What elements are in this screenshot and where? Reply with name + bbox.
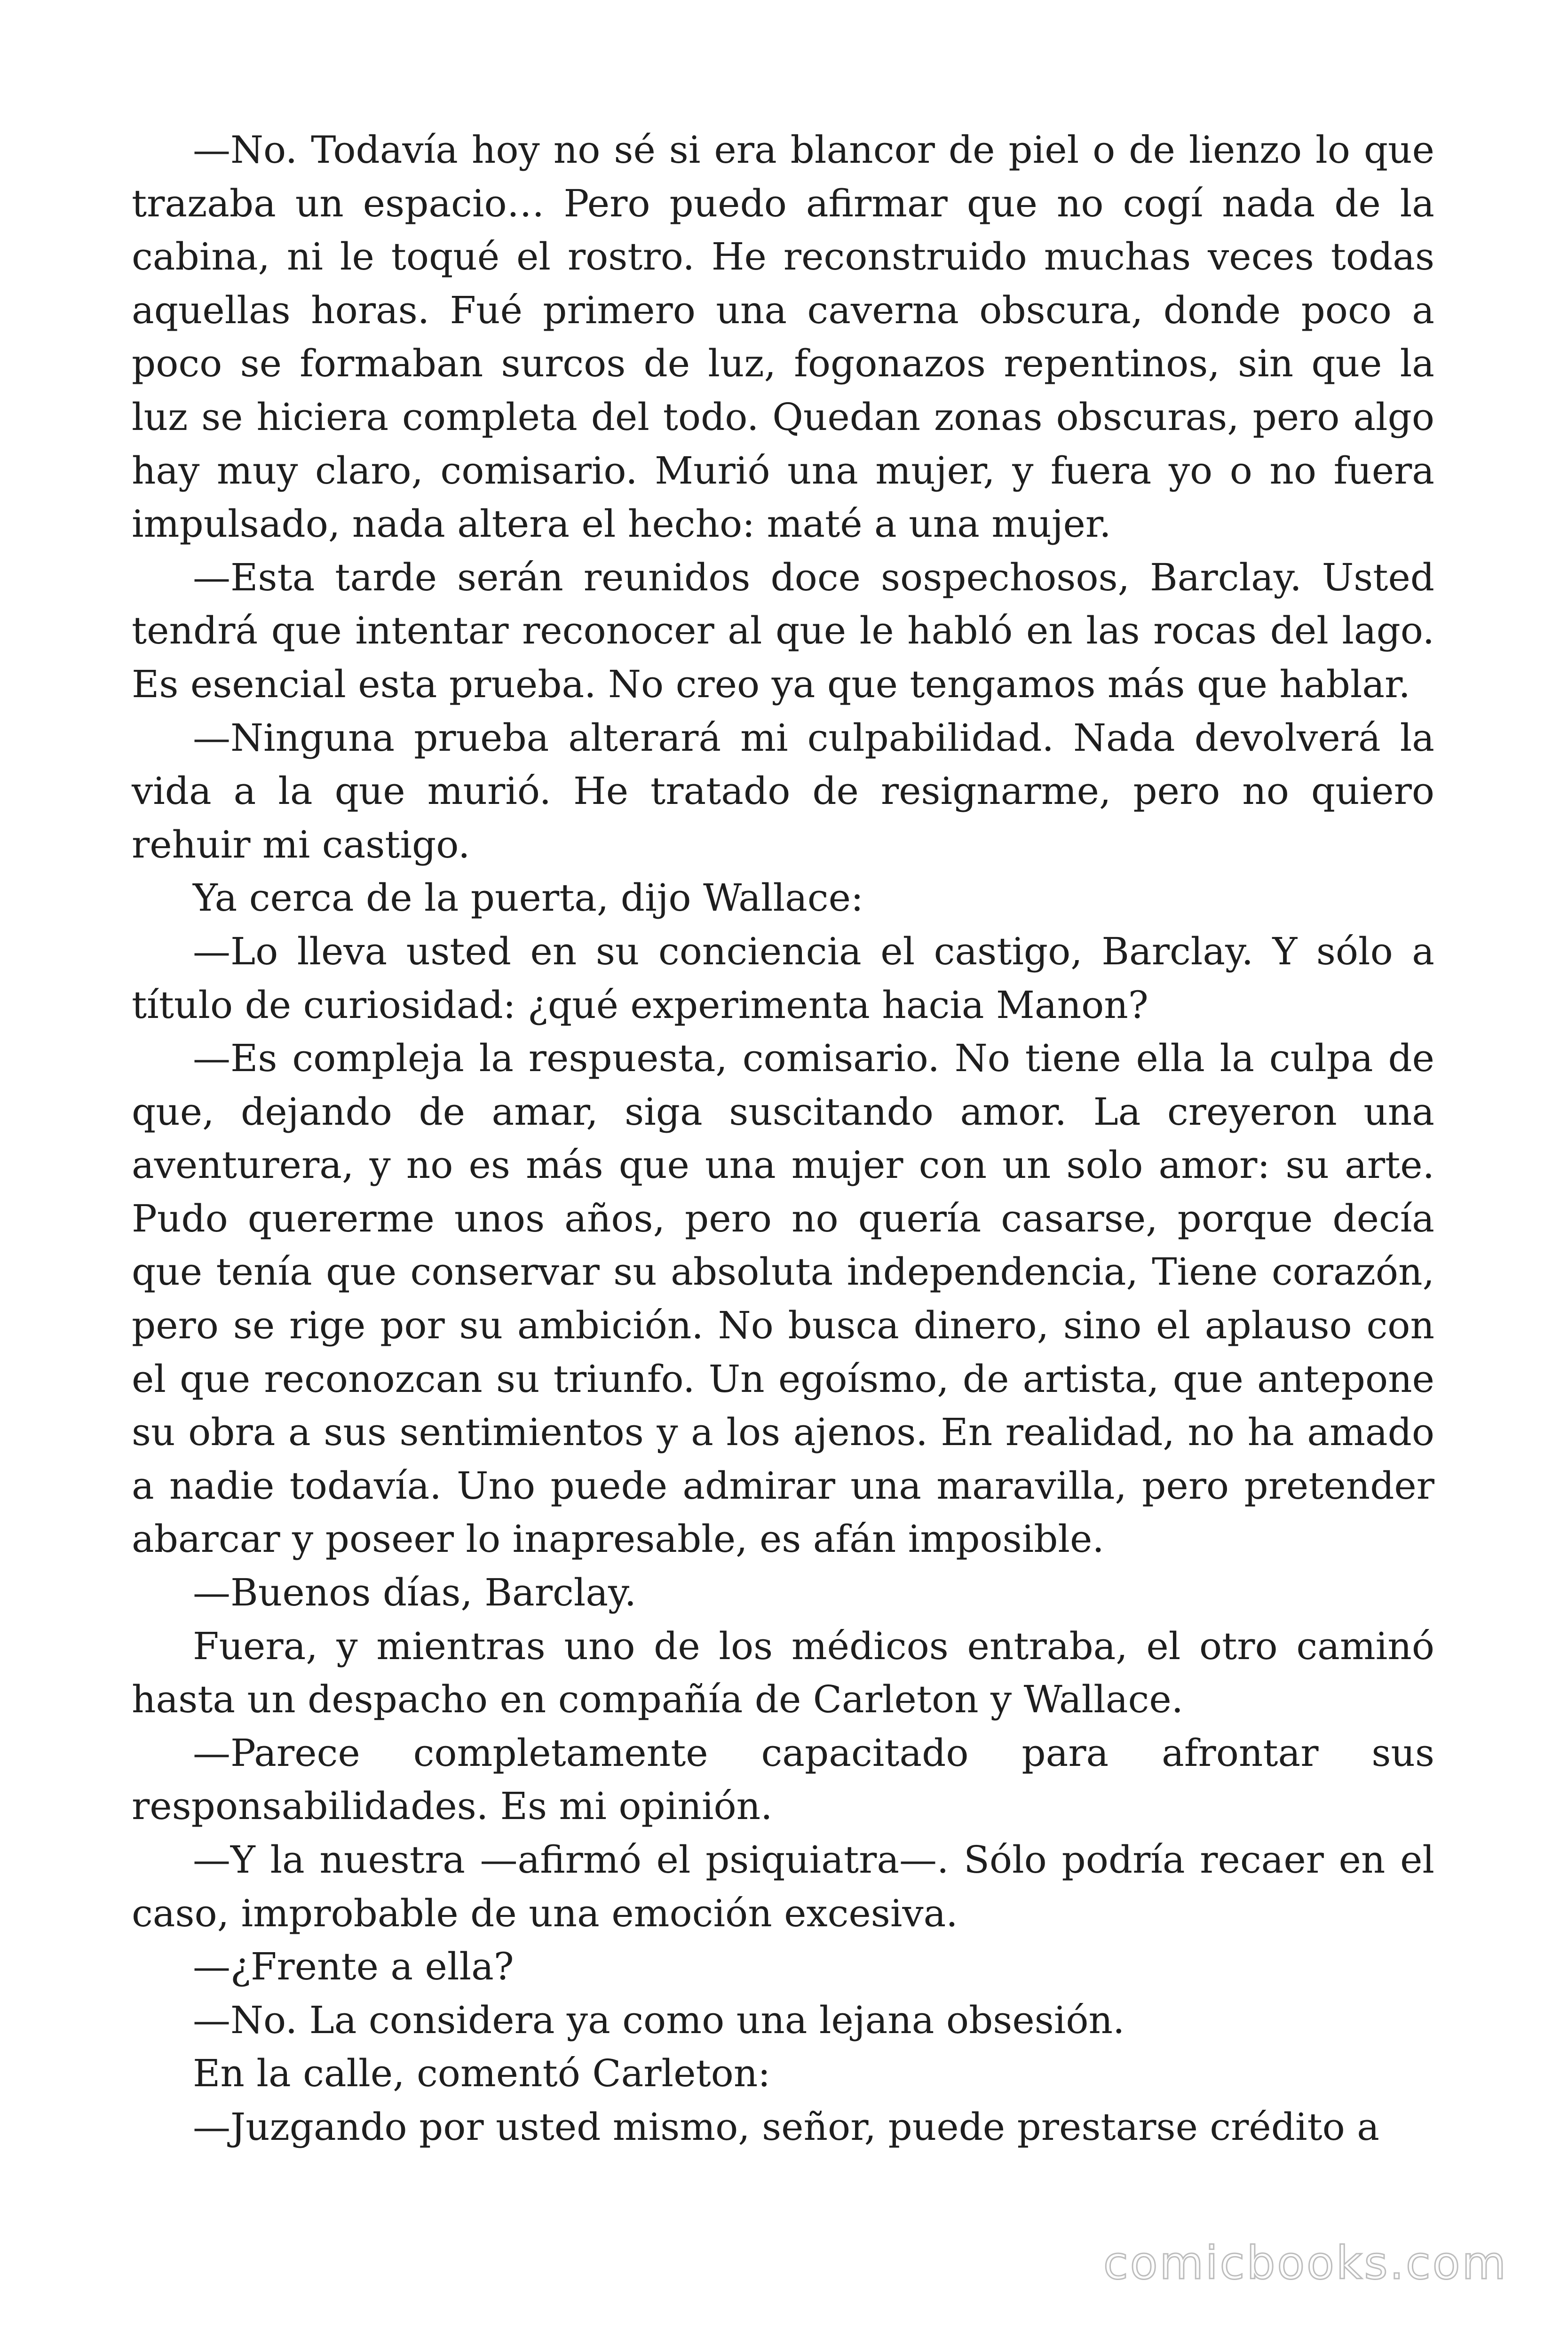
paragraph-4: Ya cerca de la puerta, dijo Wallace:	[193, 876, 863, 920]
paragraph-12: —No. La considera ya como una lejana obsesión.	[193, 1998, 1125, 2042]
paragraph-1: —No. Todavía hoy no sé si era blancor de piel o de lienzo lo que trazaba un espacio… Pero puedo afirmar que no cogí nada de la cabina, ni le toqué el rostro. He reconstruido muchas veces todas aquellas horas. Fué primero una caverna obscura, donde poco a poco se formaban surcos de luz, fogonazos repentinos, sin que la luz se hiciera completa del todo. Quedan zonas obscuras, pero algo hay muy claro, comisario. Murió una mujer, y fuera yo o no fuera impulsado, nada altera el hecho: maté a una mujer.	[132, 128, 1434, 546]
paragraph-9: —Parece completamente capacitado para afrontar sus responsabilidades. Es mi opinión.	[132, 1731, 1434, 1828]
paragraph-11: —¿Frente a ella?	[193, 1945, 514, 1989]
paragraph-3: —Ninguna prueba alterará mi culpabilidad. Nada devolverá la vida a la que murió. He tratado de resignarme, pero no quiero rehuir mi castigo.	[132, 715, 1434, 866]
paragraph-6: —Es compleja la respuesta, comisario. No tiene ella la culpa de que, dejando de amar, siga suscitando amor. La creyeron una aventurera, y no es más que una mujer con un solo amor: su arte. Pudo quererme unos años, pero no quería casarse, porque decía que tenía que conservar su absoluta independencia, Tiene corazón, pero se rige por su ambición. No busca dinero, sino el aplauso con el que reconozcan su triunfo. Un egoísmo, de artista, que antepone su obra a sus sentimientos y a los ajenos. En realidad, no ha amado a nadie todavía. Uno puede admirar una maravilla, pero pretender abarcar y poseer lo inapresable, es afán imposible.	[132, 1036, 1434, 1561]
watermark-logo: comicbooks.com	[1103, 2237, 1508, 2289]
paragraph-8: Fuera, y mientras uno de los médicos entraba, el otro caminó hasta un despacho en compañía de Carleton y Wallace.	[132, 1624, 1434, 1722]
paragraph-13: En la calle, comentó Carleton:	[193, 2051, 771, 2096]
paragraph-5: —Lo lleva usted en su conciencia el castigo, Barclay. Y sólo a título de curiosidad: ¿qué experimenta hacia Manon?	[132, 929, 1434, 1027]
body-text	[132, 123, 1434, 2154]
paragraph-14: —Juzgando por usted mismo, señor, puede prestarse crédito a	[193, 2105, 1379, 2149]
paragraph-10: —Y la nuestra —afirmó el psiquiatra—. Sólo podría recaer en el caso, improbable de una emoción excesiva.	[132, 1838, 1434, 1935]
paragraph-7: —Buenos días, Barclay.	[193, 1571, 637, 1615]
paragraph-2: —Esta tarde serán reunidos doce sospechosos, Barclay. Usted tendrá que intentar reconocer al que le habló en las rocas del lago. Es esencial esta prueba. No creo ya que tengamos más que hablar.	[132, 555, 1434, 706]
